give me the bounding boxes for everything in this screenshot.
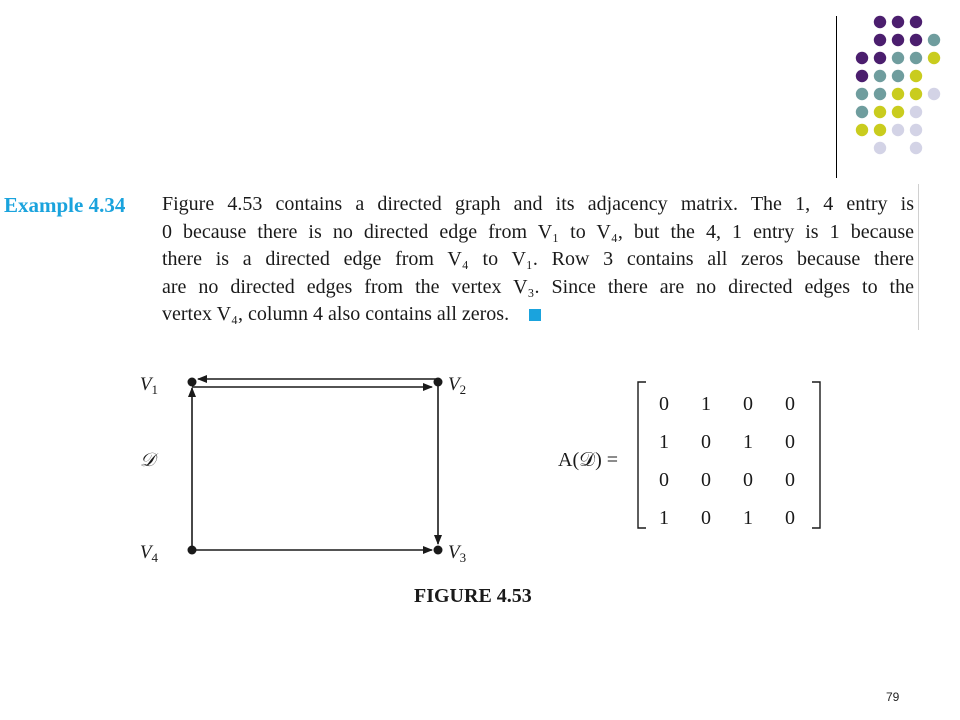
decorative-dot <box>910 16 922 28</box>
matrix-cell-r3-c2: 0 <box>701 469 711 491</box>
decorative-dot-grid <box>840 8 960 158</box>
matrix-cell-r3-c1: 0 <box>659 469 669 491</box>
decorative-dot <box>874 16 886 28</box>
graph-vertices <box>140 374 466 565</box>
matrix-cell-r2-c2: 0 <box>701 431 711 453</box>
matrix-cell-r4-c4: 0 <box>785 507 795 529</box>
page-number: 79 <box>886 690 900 704</box>
decorative-dot <box>856 70 868 82</box>
vertex-v2 <box>434 378 443 387</box>
paragraph-line: there is a directed edge from V₄ to V₁. Row 3 contains all zeros because there <box>162 248 914 270</box>
matrix-cell-r3-c4: 0 <box>785 469 795 491</box>
matrix-cell-r4-c1: 1 <box>659 507 669 529</box>
matrix-cells <box>659 393 795 529</box>
matrix-cell-r1-c3: 0 <box>743 393 753 415</box>
end-of-example-marker <box>529 309 541 321</box>
paragraph-line: are no directed edges from the vertex V₃. Since there are no directed edges to the <box>162 275 914 298</box>
decorative-dot <box>910 106 922 118</box>
decorative-vertical-rule <box>836 16 837 178</box>
decorative-dot <box>910 52 922 64</box>
decorative-dot <box>910 124 922 136</box>
vertex-v1 <box>188 378 197 387</box>
decorative-dot <box>892 106 904 118</box>
decorative-dot <box>856 106 868 118</box>
vertex-label-v3: $V_3$ <box>448 542 467 565</box>
matrix-right-bracket <box>812 382 820 528</box>
decorative-dot <box>892 88 904 100</box>
decorative-dot <box>856 88 868 100</box>
decorative-dot <box>856 124 868 136</box>
vertex-v4 <box>188 546 197 555</box>
vertex-v3 <box>434 546 443 555</box>
decorative-dot <box>892 34 904 46</box>
vertex-label-v2: $V_2$ <box>448 374 467 397</box>
decorative-dot <box>892 52 904 64</box>
figure-caption: FIGURE 4.53 <box>414 585 532 607</box>
decorative-dot <box>874 142 886 154</box>
margin-rule <box>918 184 919 330</box>
matrix-cell-r1-c2: 1 <box>701 393 711 415</box>
example-heading: Example 4.34 <box>4 193 126 217</box>
decorative-dot <box>874 52 886 64</box>
decorative-dot <box>892 70 904 82</box>
matrix-cell-r2-c4: 0 <box>785 431 795 453</box>
decorative-dot <box>910 70 922 82</box>
example-paragraph <box>162 191 914 329</box>
decorative-dot <box>856 52 868 64</box>
decorative-dot <box>892 16 904 28</box>
directed-graph <box>140 360 520 570</box>
paragraph-line: vertex V₄, column 4 also contains all zeros. <box>162 303 510 325</box>
matrix-cell-r2-c1: 1 <box>659 431 669 453</box>
vertex-label-v1: $V_1$ <box>140 374 158 397</box>
decorative-dot <box>910 88 922 100</box>
paragraph-last-line <box>162 301 914 329</box>
matrix-left-bracket <box>638 382 646 528</box>
matrix-cell-r4-c3: 1 <box>743 507 753 529</box>
decorative-dot <box>874 34 886 46</box>
decorative-dot <box>874 124 886 136</box>
matrix-cell-r2-c3: 1 <box>743 431 753 453</box>
matrix-cell-r3-c3: 0 <box>743 469 753 491</box>
decorative-dot <box>928 34 940 46</box>
decorative-dot <box>910 142 922 154</box>
matrix-cell-r4-c2: 0 <box>701 507 711 529</box>
paragraph-line: 0 because there is no directed edge from V₁ to V₄, but the 4, 1 entry is 1 because <box>162 220 914 243</box>
decorative-dot <box>910 34 922 46</box>
vertex-label-v4: $V_4$ <box>140 542 158 565</box>
matrix-cell-r1-c4: 0 <box>785 393 795 415</box>
decorative-dot <box>928 52 940 64</box>
matrix-label: A(𝒟) = <box>558 449 619 471</box>
paragraph-line: Figure 4.53 contains a directed graph and its adjacency matrix. The 1, 4 entry is <box>162 193 914 215</box>
adjacency-matrix <box>636 376 826 536</box>
graph-name-label: 𝒟 <box>140 450 156 471</box>
matrix-cell-r1-c1: 0 <box>659 393 669 415</box>
graph-edges <box>192 379 438 550</box>
decorative-dot <box>892 124 904 136</box>
decorative-dot <box>874 88 886 100</box>
decorative-dot <box>928 88 940 100</box>
decorative-dot <box>874 70 886 82</box>
decorative-dot <box>874 106 886 118</box>
